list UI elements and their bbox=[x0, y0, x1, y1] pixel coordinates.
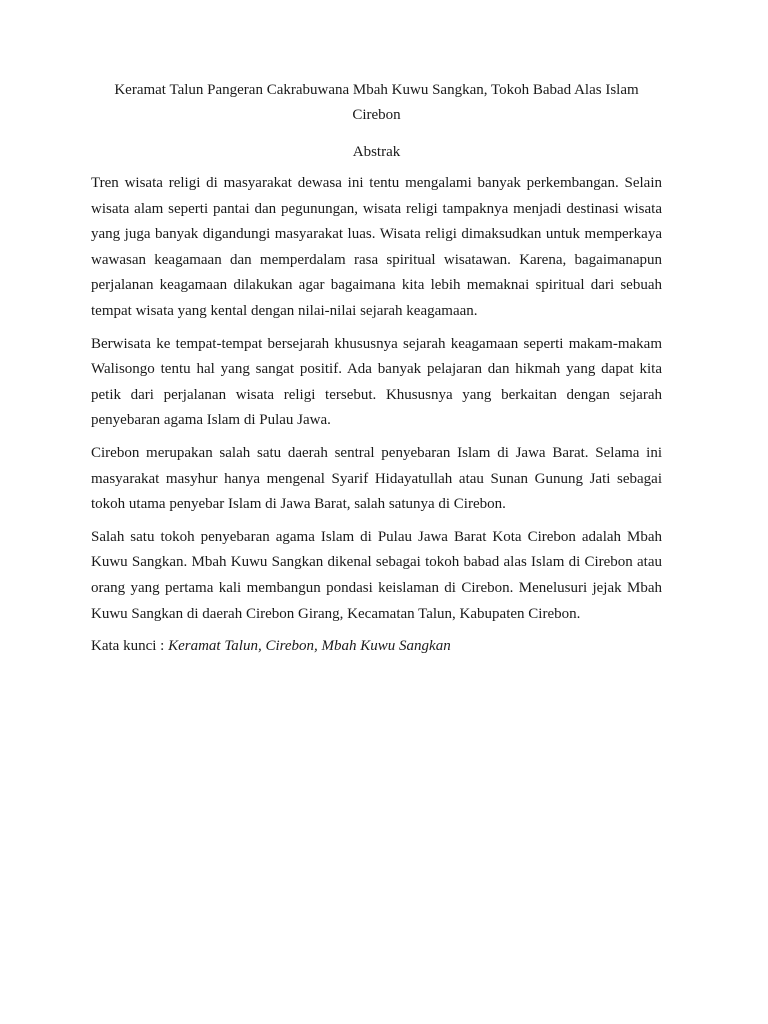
keywords-label: Kata kunci : bbox=[91, 638, 169, 655]
document-title: Keramat Talun Pangeran Cakrabuwana Mbah Kuwu Sangkan, Tokoh Babad Alas Islam Cirebon bbox=[114, 82, 639, 123]
abstract-paragraph-3: Cirebon merupakan salah satu daerah sentral penyebaran Islam di Jawa Barat. Selama ini masyarakat masyhur hanya mengenal Syarif Hidayatullah atau Sunan Gunung Jati sebagai tokoh utama penyebar Islam di Jawa Barat, salah satunya di Cirebon. bbox=[91, 444, 662, 513]
abstract-paragraph-2: Berwisata ke tempat-tempat bersejarah khususnya sejarah keagamaan seperti makam-makam Walisongo tentu hal yang sangat positif. Ada banyak pelajaran dan hikmah yang dapat kita petik dari perjalanan wisata religi tersebut. Khususnya yang berkaitan dengan sejarah penyebaran agama Islam di Pulau Jawa. bbox=[91, 335, 662, 429]
keywords-line bbox=[91, 634, 662, 660]
abstract-paragraph-1: Tren wisata religi di masyarakat dewasa ini tentu mengalami banyak perkembangan. Selain wisata alam seperti pantai dan pegunungan, wisata religi tampaknya menjadi destinasi wisata yang juga banyak digandungi masyarakat luas. Wisata religi dimaksudkan untuk memperkaya wawasan keagamaan dan memperdalam rasa spiritual wisatawan. Karena, bagaimanapun perjalanan keagamaan dilakukan agar bagaimana kita lebih memaknai spiritual dari sebuah tempat wisata yang kental dengan nilai-nilai sejarah keagamaan. bbox=[91, 175, 662, 319]
keywords-values: Keramat Talun, Cirebon, Mbah Kuwu Sangkan bbox=[168, 638, 451, 655]
document-page bbox=[91, 78, 662, 660]
abstract-paragraph-4: Salah satu tokoh penyebaran agama Islam di Pulau Jawa Barat Kota Cirebon adalah Mbah Kuwu Sangkan. Mbah Kuwu Sangkan dikenal sebagai tokoh babad alas Islam di Cirebon atau orang yang pertama kali membangun pondasi keislaman di Cirebon. Menelusuri jejak Mbah Kuwu Sangkan di daerah Cirebon Girang, Kecamatan Talun, Kabupaten Cirebon. bbox=[91, 528, 662, 622]
abstract-heading: Abstrak bbox=[352, 144, 401, 160]
